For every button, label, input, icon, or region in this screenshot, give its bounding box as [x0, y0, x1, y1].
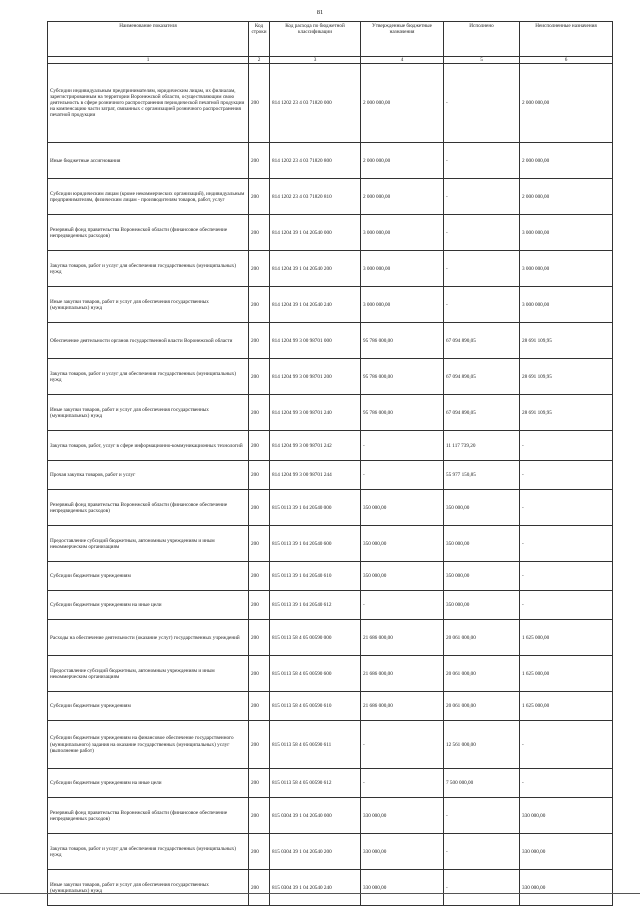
executed-amount-cell: 350 000,00	[444, 562, 520, 591]
table-row	[48, 834, 613, 870]
executed-amount-cell: -	[444, 179, 520, 215]
table-row	[48, 620, 613, 656]
executed-amount-cell: 20 061 000,00	[444, 656, 520, 692]
expense-code-cell: 815 0113 39 1 04 20540 612	[270, 591, 361, 620]
indicator-name-cell: Субсидии бюджетным учреждениям	[48, 692, 249, 721]
executed-amount-cell: 20 061 000,00	[444, 620, 520, 656]
approved-amount-cell: 3 000 000,00	[361, 251, 444, 287]
table-row	[48, 490, 613, 526]
unexecuted-amount-cell: 1 625 000,00	[520, 692, 613, 721]
expense-code-cell: 814 1204 99 3 00 98701 200	[270, 359, 361, 395]
unexecuted-amount-cell: 330 000,00	[520, 798, 613, 834]
unexecuted-amount-cell: 3 000 000,00	[520, 251, 613, 287]
approved-amount-cell: 350 000,00	[361, 490, 444, 526]
executed-amount-cell: 20 061 000,00	[444, 692, 520, 721]
indicator-name-cell: Обеспечение деятельности органов государственной власти Воронежской области	[48, 323, 249, 359]
indicator-name-cell: Закупка товаров, работ и услуг для обеспечения государственных (муниципальных) нужд	[48, 834, 249, 870]
expense-code-cell: 814 1204 39 1 04 20540 000	[270, 215, 361, 251]
expense-code-cell: 814 1204 99 3 00 98701 244	[270, 461, 361, 490]
table-row	[48, 179, 613, 215]
line-code-cell: 200	[249, 323, 270, 359]
line-code-cell: 200	[249, 620, 270, 656]
expense-code-cell: 815 0304 39 1 04 20540 200	[270, 834, 361, 870]
header-row	[48, 22, 613, 57]
expense-code-cell: 814 1204 39 1 04 20540 200	[270, 251, 361, 287]
approved-amount-cell: 95 786 000,00	[361, 323, 444, 359]
line-code-cell: 200	[249, 179, 270, 215]
table-row	[48, 359, 613, 395]
executed-amount-cell: -	[444, 64, 520, 143]
line-code-cell: 200	[249, 656, 270, 692]
line-code-cell: 200	[249, 692, 270, 721]
indicator-name-cell: Иные закупки товаров, работ и услуг для обеспечения государственных (муниципальных) нужд	[48, 287, 249, 323]
line-code-cell: 200	[249, 834, 270, 870]
approved-amount-cell: 330 000,00	[361, 870, 444, 906]
expense-code-cell: 815 0113 58 4 05 00590 611	[270, 721, 361, 769]
expense-code-cell: 815 0113 58 4 05 00590 600	[270, 656, 361, 692]
approved-amount-cell: -	[361, 591, 444, 620]
line-code-cell: 200	[249, 143, 270, 179]
executed-amount-cell: 350 000,00	[444, 490, 520, 526]
executed-amount-cell: -	[444, 143, 520, 179]
table-row	[48, 656, 613, 692]
table-row	[48, 323, 613, 359]
column-index: 4	[361, 57, 444, 64]
table-row	[48, 431, 613, 461]
table-row	[48, 562, 613, 591]
executed-amount-cell: 7 500 000,00	[444, 769, 520, 798]
line-code-cell: 200	[249, 526, 270, 562]
expense-code-cell: 814 1202 23 4 03 71820 000	[270, 64, 361, 143]
header-line-code: Код строки	[249, 22, 270, 57]
header-approved: Утвержденные бюджетные назначения	[361, 22, 444, 57]
line-code-cell: 200	[249, 769, 270, 798]
indicator-name-cell: Расходы на обеспечение деятельности (оказание услуг) государственных учреждений	[48, 620, 249, 656]
unexecuted-amount-cell: 330 000,00	[520, 870, 613, 906]
approved-amount-cell: 350 000,00	[361, 526, 444, 562]
unexecuted-amount-cell: -	[520, 461, 613, 490]
indicator-name-cell: Иные закупки товаров, работ и услуг для обеспечения государственных (муниципальных) нужд	[48, 395, 249, 431]
line-code-cell: 200	[249, 490, 270, 526]
indicator-name-cell: Субсидии бюджетным учреждениям на финансовое обеспечение государственного (муниципального) задания на оказание государственных (муниципальных) услуг (выполнение работ)	[48, 721, 249, 769]
table-row	[48, 143, 613, 179]
line-code-cell: 200	[249, 798, 270, 834]
executed-amount-cell: 350 000,00	[444, 591, 520, 620]
indicator-name-cell: Субсидии юридическим лицам (кроме некоммерческих организаций), индивидуальным предпринимателям, физическим лицам - производителям товаров, работ, услуг	[48, 179, 249, 215]
executed-amount-cell: 67 094 890,05	[444, 323, 520, 359]
line-code-cell: 200	[249, 64, 270, 143]
approved-amount-cell: 2 000 000,00	[361, 143, 444, 179]
executed-amount-cell: 67 094 890,05	[444, 395, 520, 431]
unexecuted-amount-cell: -	[520, 526, 613, 562]
table-row	[48, 798, 613, 834]
approved-amount-cell: 21 686 000,00	[361, 692, 444, 721]
page-number: 81	[316, 9, 324, 16]
unexecuted-amount-cell: -	[520, 562, 613, 591]
approved-amount-cell: 95 786 000,00	[361, 359, 444, 395]
table-row	[48, 461, 613, 490]
header-expense-code: Код расхода по бюджетной классификации	[270, 22, 361, 57]
approved-amount-cell: -	[361, 769, 444, 798]
unexecuted-amount-cell: 1 625 000,00	[520, 620, 613, 656]
approved-amount-cell: 2 000 000,00	[361, 179, 444, 215]
line-code-cell: 200	[249, 359, 270, 395]
approved-amount-cell: 330 000,00	[361, 834, 444, 870]
line-code-cell: 200	[249, 251, 270, 287]
header-indicator-name: Наименование показателя	[48, 22, 249, 57]
line-code-cell: 200	[249, 395, 270, 431]
indicator-name-cell: Субсидии бюджетным учреждениям на иные цели	[48, 591, 249, 620]
unexecuted-amount-cell: -	[520, 490, 613, 526]
column-index: 1	[48, 57, 249, 64]
indicator-name-cell: Прочая закупка товаров, работ и услуг	[48, 461, 249, 490]
indicator-name-cell: Субсидии бюджетным учреждениям	[48, 562, 249, 591]
unexecuted-amount-cell: -	[520, 769, 613, 798]
expense-code-cell: 814 1204 99 3 00 98701 242	[270, 431, 361, 461]
table-row	[48, 215, 613, 251]
expense-code-cell: 815 0113 58 4 05 00590 000	[270, 620, 361, 656]
table-row	[48, 721, 613, 769]
table-row	[48, 870, 613, 906]
approved-amount-cell: 95 786 000,00	[361, 395, 444, 431]
line-code-cell: 200	[249, 870, 270, 906]
indicator-name-cell: Закупка товаров, работ, услуг в сфере информационно-коммуникационных технологий	[48, 431, 249, 461]
executed-amount-cell: 67 094 890,05	[444, 359, 520, 395]
executed-amount-cell: -	[444, 251, 520, 287]
line-code-cell: 200	[249, 215, 270, 251]
unexecuted-amount-cell: 330 000,00	[520, 834, 613, 870]
approved-amount-cell: -	[361, 431, 444, 461]
indicator-name-cell: Предоставление субсидий бюджетным, автономным учреждениям и иным некоммерческим организациям	[48, 656, 249, 692]
approved-amount-cell: 2 000 000,00	[361, 64, 444, 143]
approved-amount-cell: 350 000,00	[361, 562, 444, 591]
expense-code-cell: 815 0113 58 4 05 00590 610	[270, 692, 361, 721]
table-row	[48, 287, 613, 323]
unexecuted-amount-cell: 2 000 000,00	[520, 64, 613, 143]
expense-code-cell: 814 1202 23 4 03 71820 800	[270, 143, 361, 179]
unexecuted-amount-cell: 2 000 000,00	[520, 143, 613, 179]
executed-amount-cell: 55 977 150,85	[444, 461, 520, 490]
expense-code-cell: 814 1204 99 3 00 98701 000	[270, 323, 361, 359]
indicator-name-cell: Иные закупки товаров, работ и услуг для обеспечения государственных (муниципальных) нужд	[48, 870, 249, 906]
table-row	[48, 591, 613, 620]
executed-amount-cell: -	[444, 798, 520, 834]
header-executed: Исполнено	[444, 22, 520, 57]
approved-amount-cell: 3 000 000,00	[361, 287, 444, 323]
expense-code-cell: 815 0304 39 1 04 20540 240	[270, 870, 361, 906]
expense-code-cell: 815 0113 39 1 04 20540 600	[270, 526, 361, 562]
unexecuted-amount-cell: 1 625 000,00	[520, 656, 613, 692]
indicator-name-cell: Закупка товаров, работ и услуг для обеспечения государственных (муниципальных) нужд	[48, 359, 249, 395]
line-code-cell: 200	[249, 721, 270, 769]
executed-amount-cell: -	[444, 870, 520, 906]
indicator-name-cell: Иные бюджетные ассигнования	[48, 143, 249, 179]
line-code-cell: 200	[249, 431, 270, 461]
line-code-cell: 200	[249, 562, 270, 591]
unexecuted-amount-cell: -	[520, 721, 613, 769]
table-row	[48, 251, 613, 287]
expense-code-cell: 815 0113 58 4 05 00590 612	[270, 769, 361, 798]
indicator-name-cell: Резервный фонд правительства Воронежской области (финансовое обеспечение непредвиденных расходов)	[48, 490, 249, 526]
unexecuted-amount-cell: -	[520, 591, 613, 620]
indicator-name-cell: Закупка товаров, работ и услуг для обеспечения государственных (муниципальных) нужд	[48, 251, 249, 287]
unexecuted-amount-cell: 28 691 109,95	[520, 395, 613, 431]
column-index: 3	[270, 57, 361, 64]
column-index-row	[48, 57, 613, 64]
indicator-name-cell: Резервный фонд правительства Воронежской области (финансовое обеспечение непредвиденных расходов)	[48, 798, 249, 834]
expense-code-cell: 815 0113 39 1 04 20540 000	[270, 490, 361, 526]
executed-amount-cell: -	[444, 215, 520, 251]
line-code-cell: 200	[249, 287, 270, 323]
unexecuted-amount-cell: 2 000 000,00	[520, 179, 613, 215]
approved-amount-cell: -	[361, 461, 444, 490]
indicator-name-cell: Резервный фонд правительства Воронежской области (финансовое обеспечение непредвиденных расходов)	[48, 215, 249, 251]
table-row	[48, 769, 613, 798]
line-code-cell: 200	[249, 591, 270, 620]
unexecuted-amount-cell: 3 000 000,00	[520, 287, 613, 323]
header-unexecuted: Неисполненные назначения	[520, 22, 613, 57]
expense-code-cell: 814 1204 39 1 04 20540 240	[270, 287, 361, 323]
column-index: 5	[444, 57, 520, 64]
approved-amount-cell: 21 686 000,00	[361, 620, 444, 656]
indicator-name-cell: Субсидии индивидуальным предпринимателям, юридическим лицам, их филиалам, зарегистрированным на территории Воронежской области, осуществляющим свою деятельность в сфере розничного распространения периодической печатной продукции на компенсацию части затрат, связанных с организацией розничного распространения печатной продукции	[48, 64, 249, 143]
column-index: 2	[249, 57, 270, 64]
approved-amount-cell: 3 000 000,00	[361, 215, 444, 251]
unexecuted-amount-cell: 3 000 000,00	[520, 215, 613, 251]
expense-code-cell: 814 1204 99 3 00 98701 240	[270, 395, 361, 431]
approved-amount-cell: 21 686 000,00	[361, 656, 444, 692]
unexecuted-amount-cell: 28 691 109,95	[520, 359, 613, 395]
page-bottom-rule	[0, 893, 640, 894]
indicator-name-cell: Предоставление субсидий бюджетным, автономным учреждениям и иным некоммерческим организациям	[48, 526, 249, 562]
unexecuted-amount-cell: -	[520, 431, 613, 461]
executed-amount-cell: 11 117 739,20	[444, 431, 520, 461]
expense-code-cell: 815 0113 39 1 04 20540 610	[270, 562, 361, 591]
approved-amount-cell: 330 000,00	[361, 798, 444, 834]
unexecuted-amount-cell: 28 691 109,95	[520, 323, 613, 359]
column-index: 6	[520, 57, 613, 64]
line-code-cell: 200	[249, 461, 270, 490]
executed-amount-cell: 350 000,00	[444, 526, 520, 562]
table-row	[48, 64, 613, 143]
executed-amount-cell: -	[444, 834, 520, 870]
table-row	[48, 395, 613, 431]
budget-execution-table	[47, 21, 613, 906]
table-row	[48, 692, 613, 721]
executed-amount-cell: 12 561 000,00	[444, 721, 520, 769]
expense-code-cell: 814 1202 23 4 03 71820 810	[270, 179, 361, 215]
indicator-name-cell: Субсидии бюджетным учреждениям на иные цели	[48, 769, 249, 798]
table-row	[48, 526, 613, 562]
executed-amount-cell: -	[444, 287, 520, 323]
expense-code-cell: 815 0304 39 1 04 20540 000	[270, 798, 361, 834]
approved-amount-cell: -	[361, 721, 444, 769]
